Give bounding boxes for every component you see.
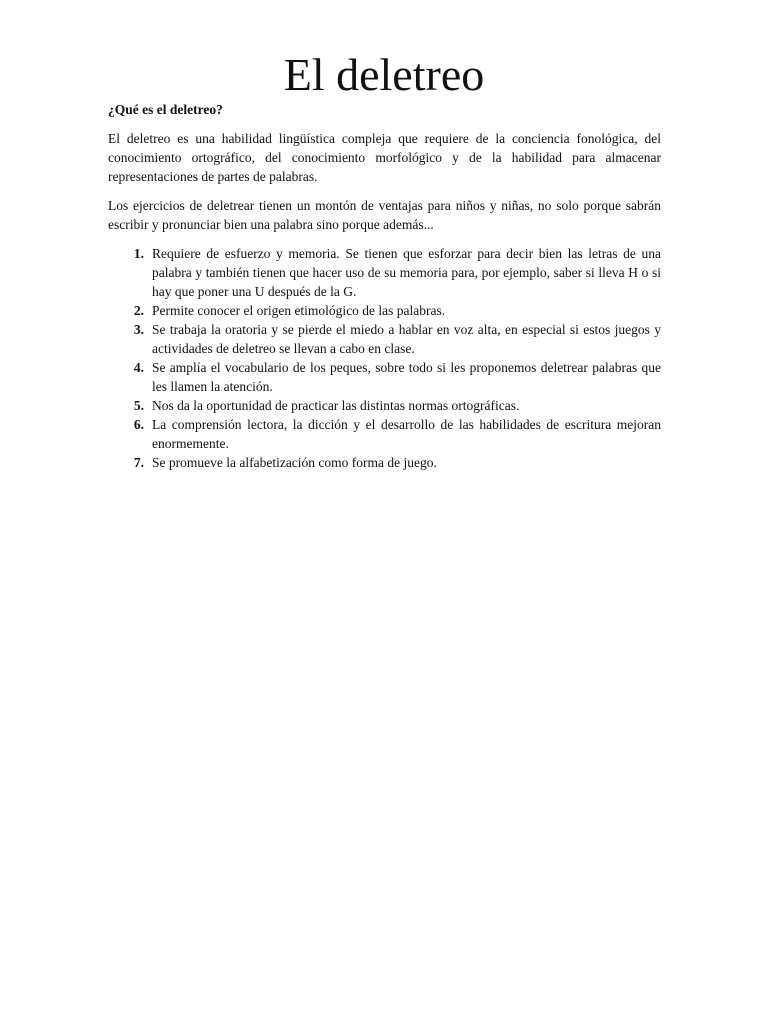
list-item-text: Se amplía el vocabulario de los peques, sobre todo si les proponemos deletrear palabras que les llamen la atención. — [152, 360, 661, 394]
page-title: El deletreo — [283, 49, 485, 100]
list-number: 6. — [133, 417, 144, 432]
list-item — [108, 244, 661, 301]
list-item — [108, 320, 661, 358]
list-number: 3. — [133, 322, 144, 337]
list-item — [108, 453, 661, 472]
list-item — [108, 358, 661, 396]
list-item-text: La comprensión lectora, la dicción y el desarrollo de las habilidades de escritura mejoran enormemente. — [152, 417, 661, 451]
document-body — [108, 100, 661, 472]
list-item-text: Se trabaja la oratoria y se pierde el miedo a hablar en voz alta, en especial si estos juegos y actividades de deletreo se llevan a cabo en clase. — [152, 322, 661, 356]
list-item-text: Nos da la oportunidad de practicar las distintas normas ortográficas. — [152, 398, 520, 413]
list-item — [108, 415, 661, 453]
list-number: 4. — [133, 360, 144, 375]
list-item-text: Permite conocer el origen etimológico de las palabras. — [152, 303, 446, 318]
list-item-text: Se promueve la alfabetización como forma de juego. — [152, 455, 437, 470]
benefits-list — [108, 244, 661, 472]
benefits-paragraph: Los ejercicios de deletrear tienen un montón de ventajas para niños y niñas, no solo porque sabrán escribir y pronunciar bien una palabra sino porque además... — [108, 198, 661, 232]
list-number: 2. — [133, 303, 144, 318]
list-number: 1. — [133, 246, 144, 261]
list-item — [108, 396, 661, 415]
list-item — [108, 301, 661, 320]
intro-paragraph: El deletreo es una habilidad lingüística compleja que requiere de la conciencia fonológica, del conocimiento ortográfico, del conocimiento morfológico y de la habilidad para almacenar representaciones de partes de palabras. — [108, 131, 661, 184]
section-subtitle: ¿Qué es el deletreo? — [108, 102, 223, 117]
list-number: 7. — [133, 455, 144, 470]
list-number: 5. — [133, 398, 144, 413]
list-item-text: Requiere de esfuerzo y memoria. Se tienen que esforzar para decir bien las letras de una palabra y también tienen que hacer uso de su memoria para, por ejemplo, saber si lleva H o si hay que poner una U después de la G. — [152, 246, 661, 299]
